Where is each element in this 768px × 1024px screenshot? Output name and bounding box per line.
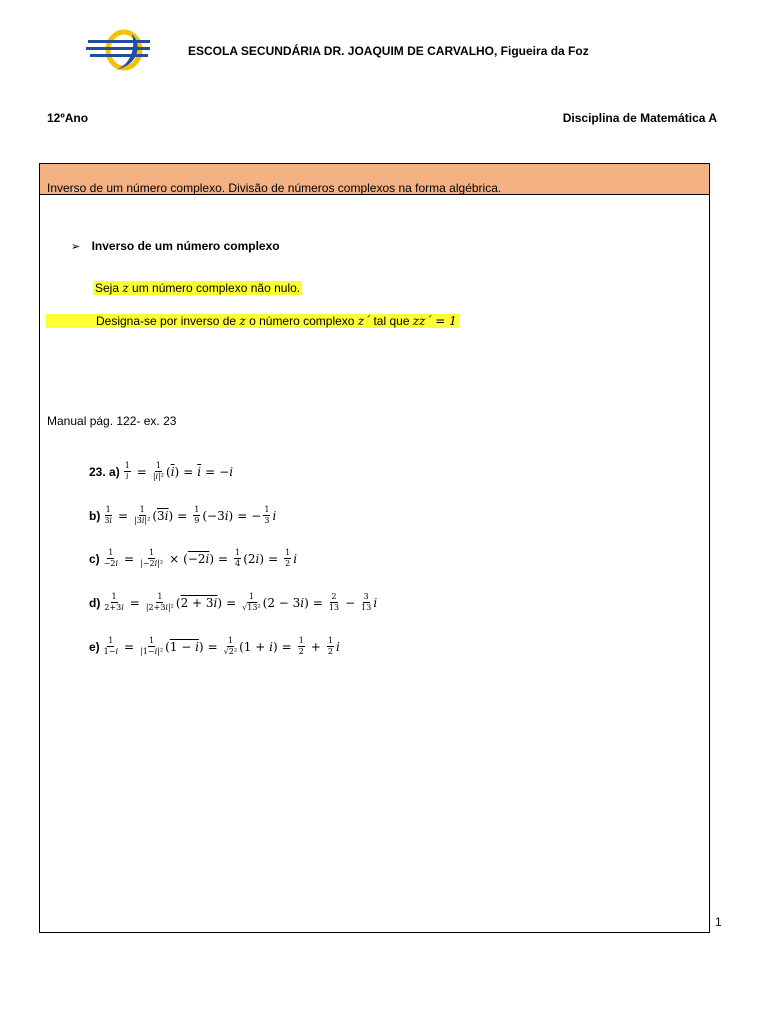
page-number: 1 <box>715 915 722 929</box>
content-frame <box>39 163 710 933</box>
exercise-a: 23. a) $\frac{1}{i}$ = $\frac{1}{\text{|i|²}}$ $(\overline{i})$ = $\overline{i}$ = −i <box>89 461 234 481</box>
bullet-heading <box>71 239 280 253</box>
exercise-d: d) $\frac{1}{2+3i}$ = $\frac{1}{\text{|2+3i|²}}$ (2 + 3i) = $\frac{1}{\text{√13²}}$ (2 − 3i) = $\frac{2}{13}$ − $\frac{3}{13}$ i <box>89 592 378 612</box>
school-name: ESCOLA SECUNDÁRIA DR. JOAQUIM DE CARVALHO, Figueira da Foz <box>188 44 589 58</box>
definition-line-2: Designa-se por inverso de z o número complexo z´ tal que zz´ = 1 <box>46 314 459 328</box>
exercise-e: e) $\frac{1}{1-i}$ = $\frac{1}{\text{|1−i|²}}$ (1 − i) = $\frac{1}{\text{√2²}}$ (1 + i) = $\frac{1}{2}$ + $\frac{1}{2}$ i <box>89 636 340 656</box>
exercise-c: c) $\frac{1}{-2i}$ = $\frac{1}{\text{|−2i|²}}$ × (−2i) = $\frac{1}{4}$ (2i) = $\frac{1}{2}$ i <box>89 548 298 568</box>
school-logo <box>86 28 152 74</box>
arrow-bullet-icon: ➢ <box>71 241 81 253</box>
section-title: Inverso de um número complexo. Divisão de números complexos na forma algébrica. <box>47 181 502 195</box>
bullet-heading-text: Inverso de um número complexo <box>91 239 280 253</box>
title-band <box>40 164 709 195</box>
subject-name: Disciplina de Matemática A <box>562 111 717 125</box>
exercise-b: b) $\frac{1}{3i}$ = $\frac{1}{\text{|3i|²}}$ (3i) = $\frac{1}{9}$ (−3i) = − $\frac{1}{3}$ i <box>89 505 277 525</box>
manual-reference: Manual pág. 122- ex. 23 <box>47 414 177 428</box>
definition-line-1: Seja z um número complexo não nulo. <box>95 281 301 295</box>
school-year: 12ºAno <box>47 111 89 125</box>
